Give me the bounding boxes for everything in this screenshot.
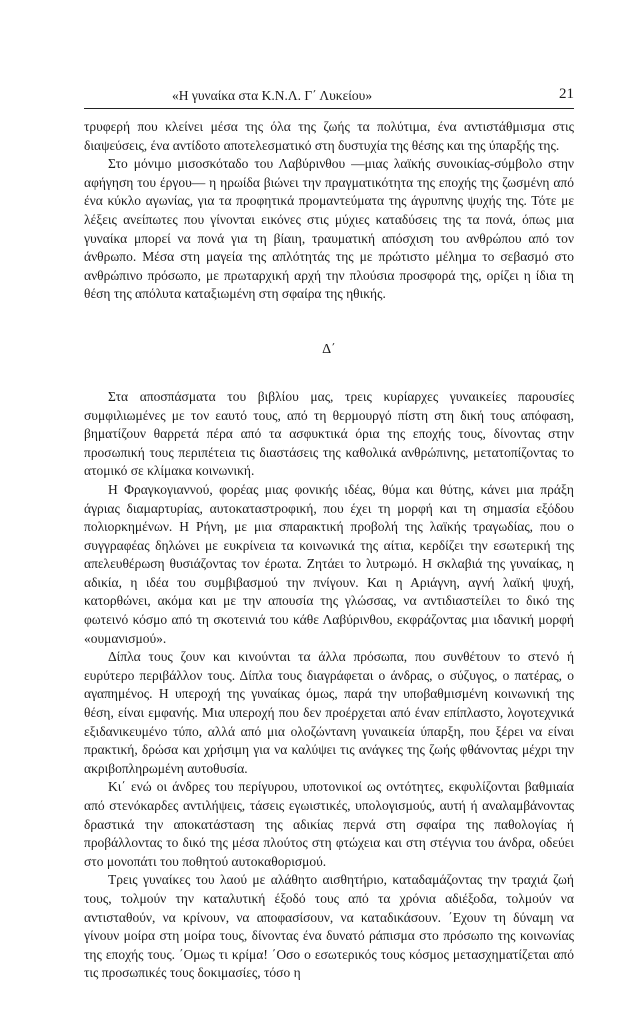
section-heading: Δ΄ xyxy=(322,341,336,357)
paragraph: Κι΄ ενώ οι άνδρες του περίγυρου, υποτονικοί ως οντότητες, εκφυλίζονται βαθμιαία από στενόκαρδες αντιλήψεις, τάσεις εγωιστικές, υπολογισμούς, αυτή ή αναλαμβάνοντας δραστικά την αποκατάσταση της αδικίας περνά στη σφαίρα της παθολογίας ή προβάλλοντας το δικό της μέσα πλούτος στη φτώχεια και στη στέγνια του άνδρα, οδεύει στο μονοπάτι του ποθητού αυτοκαθορισμού. xyxy=(84,779,574,869)
paragraph: Η Φραγκογιαννού, φορέας μιας φονικής ιδέας, θύμα και θύτης, κάνει μια πράξη άγριας διαμαρτυρίας, αυτοκαταστροφική, που έχει τη μορφή και τη σημασία εξόδου πολιορκημένων. Η Ρήνη, με μια σπαρακτική προβολή της λαϊκής τραγωδίας, που ο συγγραφέας δηλώνει με ευκρίνεια τα κοινωνικά της αίτια, κερδίζει την εσωτερική της απελευθέρωση θυσιάζοντας τον έρωτα. Ζητάει το λυτρωμό. Η σκλαβιά της γυναίκας, η αδικία, η ιδέα του συμβιβασμού την πνίγουν. Και η Αριάγνη, αγνή λαϊκή ψυχή, κατορθώνει, ακόμα και με την απουσία της γλώσσας, να αντιδιαστείλει το δικό της φωτεινό κόσμο από τη σκοτεινιά του κάθε Λαβύρινθου, εκφράζοντας μια ιδανική μορφή «ουμανισμού». xyxy=(84,481,574,646)
header-rule xyxy=(84,108,574,109)
paragraph: Στο μόνιμο μισοσκόταδο του Λαβύρινθου —μιας λαϊκής συνοικίας-σύμβολο στην αφήγηση του έργου— η ηρωίδα βιώνει την πραγματικότητα της εποχής της ζωσμένη από ένα κύκλο αγωνίας, για τα προφητικά προμαντεύματα της άγρυπνης ψυχής της. Τότε με λέξεις ανείπωτες που γίνονται εικόνες στις μύχιες καταδύσεις της τα πονά, όπως μια γυναίκα μπορεί να πονά για τη βίαιη, τραυματική απόσχιση του ανθρώπου από τον άνθρωπο. Μέσα στη μαγεία της απλότητάς της με πρώτιστο μέλημα το σεβασμό στο ανθρώπινο πρόσωπο, με πρωταρχική αρχή την πλούσια προσφορά της, ορίζει η ίδια τη θέση της απόλυτα καταξιωμένη στη σφαίρα της ηθικής. xyxy=(84,156,574,302)
running-header xyxy=(84,86,574,106)
paragraph: Τρεις γυναίκες του λαού με αλάθητο αισθητήριο, καταδαμάζοντας την τραχιά ζωή τους, τολμούν την καταλυτική έξοδό τους από τα χρόνια αδιέξοδα, τολμούν να αντισταθούν, να κρίνουν, να αποφασίσουν, να καταδικάσουν. ΄Εχουν τη δύναμη να γίνουν μοίρα στη μοίρα τους, δίνοντας ένα δυνατό ράπισμα στο πρόσωπο της κοινωνίας της εποχής τους. ΄Ομως τι κρίμα! ΄Οσο ο εσωτερικός τους κόσμος μετασχηματίζεται από τις προσωπικές τους δοκιμασίες, τόσο η xyxy=(84,872,574,981)
paragraph: Δίπλα τους ζουν και κινούνται τα άλλα πρόσωπα, που συνθέτουν το στενό ή ευρύτερο περιβάλλον τους. Δίπλα τους διαγράφεται ο άνδρας, ο σύζυγος, ο πατέρας, ο αγαπημένος. Η υπεροχή της γυναίκας όμως, παρά την υποβαθμισμένη κοινωνική της θέση, είναι εμφανής. Μια υπεροχή που δεν προέρχεται από έναν επίπλαστο, λογοτεχνικά εξιδανικευμένο τύπο, αλλά από μια ολοζώντανη γυναικεία ύπαρξη, που ξέρει να είναι πρακτική, δρώσα και χρήσιμη για να καλύψει τις ανάγκες της ζωής φθάνοντας μέχρι την ακριβοπληρωμένη αυτοθυσία. xyxy=(84,649,574,776)
paragraph: τρυφερή που κλείνει μέσα της όλα της ζωής τα πολύτιμα, ένα αντιστάθμισμα στις διαψεύσεις, ένα αντίδοτο αποτελεσματικό στη δυστυχία της θέσης και της ύπαρξής της. xyxy=(84,119,574,153)
running-title: «Η γυναίκα στα Κ.Ν.Λ. Γ΄ Λυκείου» xyxy=(172,88,373,103)
paragraph: Στα αποσπάσματα του βιβλίου μας, τρεις κυρίαρχες γυναικείες παρουσίες συμφιλιωμένες με τον εαυτό τους, από τη θερμουργό πίστη στη δική τους απόφαση, βηματίζουν θαρρετά πέρα από τα ασφυκτικά όρια της εποχής τους, δίνοντας στην προσωπική τους περιπέτεια τις διαστάσεις της καθολικά ανθρώπινης, μετατοπίζοντας το ατομικό σε κλίμακα κοινωνική. xyxy=(84,388,574,479)
page-number: 21 xyxy=(559,86,574,102)
text-body xyxy=(84,118,574,983)
